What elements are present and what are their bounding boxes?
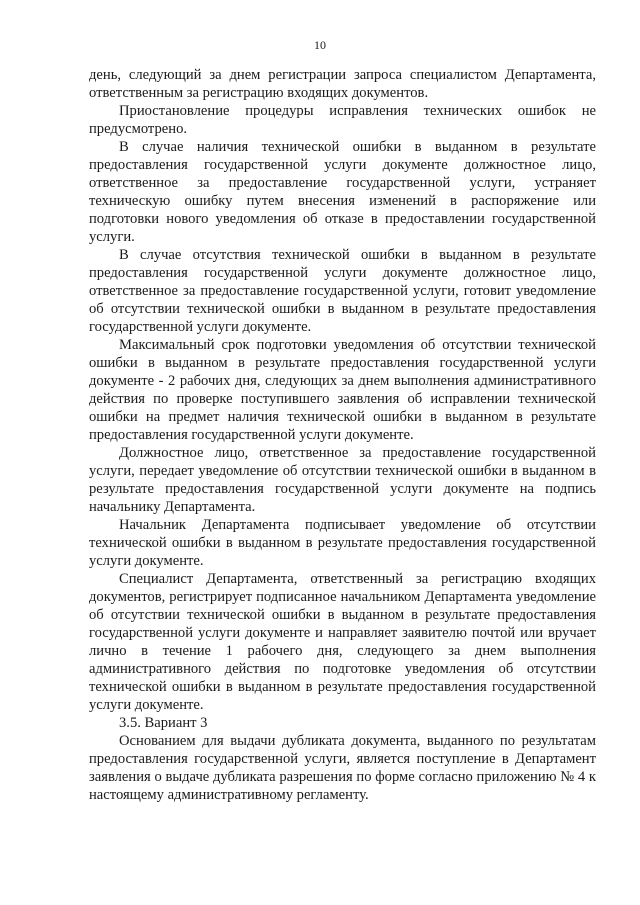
document-body [89,66,596,804]
paragraph-error-absent: В случае отсутствия технической ошибки в выданном в результате предоставления государственной услуги документе должностное лицо, ответственное за предоставление государственной услуги, готовит уведомление об отсутствии технической ошибки в выданном в результате предоставления государственной услуги документе. [89,247,596,335]
paragraph-continuation: день, следующий за днем регистрации запроса специалистом Департамента, ответственным за регистрацию входящих документов. [89,67,596,101]
paragraph-suspension: Приостановление процедуры исправления технических ошибок не предусмотрено. [89,103,596,137]
section-heading-variant-3: 3.5. Вариант 3 [119,715,208,731]
paragraph-registration-and-delivery: Специалист Департамента, ответственный за регистрацию входящих документов, регистрирует подписанное начальником Департамента уведомление об отсутствии технической ошибки в выданном в результате предоставления государственной услуги документе и направляет заявителю почтой или вручает лично в течение 1 рабочего дня, следующего за днем выполнения административного действия по подготовке уведомления об отсутствии технической ошибки в выданном в результате предоставления государственной услуги документе. [89,571,596,713]
paragraph-duplicate-basis: Основанием для выдачи дубликата документа, выданного по результатам предоставления государственной услуги, является поступление в Департамент заявления о выдаче дубликата разрешения по форме согласно приложению № 4 к настоящему административному регламенту. [89,733,596,803]
paragraph-max-term: Максимальный срок подготовки уведомления об отсутствии технической ошибки в выданном в результате предоставления государственной услуги документе - 2 рабочих дня, следующих за днем выполнения административного действия по проверке поступившего заявления об исправлении технической ошибки на предмет наличия технической ошибки в выданном в результате предоставления государственной услуги документе. [89,337,596,443]
paragraph-head-signs: Начальник Департамента подписывает уведомление об отсутствии технической ошибки в выданном в результате предоставления государственной услуги документе. [89,517,596,569]
page-number: 10 [314,38,326,52]
paragraph-transfer-for-signature: Должностное лицо, ответственное за предоставление государственной услуги, передает уведомление об отсутствии технической ошибки в выданном в результате предоставления государственной услуги документе на подпись начальнику Департамента. [89,445,596,515]
paragraph-error-present: В случае наличия технической ошибки в выданном в результате предоставления государственной услуги документе должностное лицо, ответственное за предоставление государственной услуги, устраняет техническую ошибку путем внесения изменений в распоряжение или подготовки нового уведомления об отказе в предоставлении государственной услуги. [89,139,596,245]
